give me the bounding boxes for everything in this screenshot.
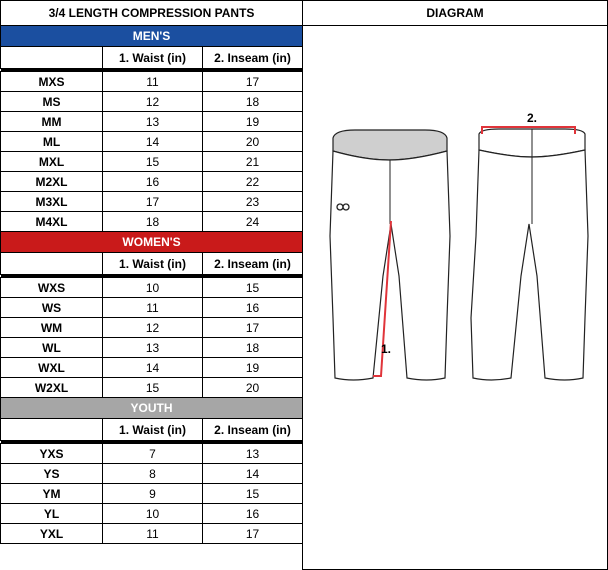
size-cell: MM (1, 112, 103, 132)
waist-cell: 9 (103, 484, 203, 504)
size-cell: YS (1, 464, 103, 484)
table-row (1, 92, 303, 112)
waist-cell: 14 (103, 358, 203, 378)
size-cell: M3XL (1, 192, 103, 212)
waist-cell: 12 (103, 92, 203, 112)
inseam-cell: 24 (203, 212, 303, 232)
waist-cell: 10 (103, 278, 203, 298)
table-row (1, 358, 303, 378)
diagram-panel (302, 0, 608, 570)
inseam-cell: 15 (203, 484, 303, 504)
waist-cell: 15 (103, 378, 203, 398)
waist-cell: 11 (103, 524, 203, 544)
waist-cell: 12 (103, 318, 203, 338)
size-cell: MXS (1, 72, 103, 92)
size-cell: M2XL (1, 172, 103, 192)
inseam-cell: 17 (203, 524, 303, 544)
table-row (1, 444, 303, 464)
pants-diagram (303, 26, 607, 569)
inseam-cell: 20 (203, 132, 303, 152)
table-row (1, 152, 303, 172)
youth-section-header (1, 398, 303, 419)
size-cell: WXL (1, 358, 103, 378)
size-cell: WM (1, 318, 103, 338)
size-cell: W2XL (1, 378, 103, 398)
inseam-cell: 16 (203, 298, 303, 318)
table-row (1, 172, 303, 192)
inseam-cell: 15 (203, 278, 303, 298)
waist-cell: 8 (103, 464, 203, 484)
size-cell: WXS (1, 278, 103, 298)
table-row (1, 298, 303, 318)
waist-column-header: 1. Waist (in) (103, 419, 203, 441)
inseam-cell: 17 (203, 318, 303, 338)
pants-back (471, 111, 588, 380)
waist-cell: 15 (103, 152, 203, 172)
size-cell: ML (1, 132, 103, 152)
waist-marker-label: 2. (527, 111, 538, 125)
back-body (471, 150, 588, 380)
size-cell: WS (1, 298, 103, 318)
table-row (1, 464, 303, 484)
waist-cell: 11 (103, 298, 203, 318)
waist-column-header: 1. Waist (in) (103, 253, 203, 275)
inseam-cell: 21 (203, 152, 303, 172)
inseam-cell: 16 (203, 504, 303, 524)
waist-cell: 13 (103, 112, 203, 132)
table-row (1, 278, 303, 298)
inseam-cell: 23 (203, 192, 303, 212)
pants-front (330, 130, 450, 380)
table-row (1, 72, 303, 92)
size-cell: YL (1, 504, 103, 524)
waist-cell: 16 (103, 172, 203, 192)
inseam-cell: 19 (203, 358, 303, 378)
mens-column-header-row (1, 47, 303, 69)
inseam-column-header: 2. Inseam (in) (203, 47, 303, 69)
waist-cell: 7 (103, 444, 203, 464)
size-cell: MS (1, 92, 103, 112)
table-row (1, 378, 303, 398)
table-row (1, 192, 303, 212)
size-column-header (1, 419, 103, 441)
table-row (1, 504, 303, 524)
table-row (1, 318, 303, 338)
size-cell: YM (1, 484, 103, 504)
size-cell: MXL (1, 152, 103, 172)
waist-cell: 18 (103, 212, 203, 232)
inseam-column-header: 2. Inseam (in) (203, 253, 303, 275)
womens-column-header-row (1, 253, 303, 275)
table-row (1, 524, 303, 544)
womens-section-header (1, 232, 303, 253)
waist-cell: 13 (103, 338, 203, 358)
mens-section-header (1, 26, 303, 47)
size-cell: M4XL (1, 212, 103, 232)
inseam-cell: 18 (203, 92, 303, 112)
chart-title: 3/4 LENGTH COMPRESSION PANTS (1, 1, 303, 26)
inseam-cell: 20 (203, 378, 303, 398)
inseam-cell: 19 (203, 112, 303, 132)
size-cell: YXL (1, 524, 103, 544)
waist-cell: 14 (103, 132, 203, 152)
waist-cell: 10 (103, 504, 203, 524)
waist-cell: 17 (103, 192, 203, 212)
table-row (1, 484, 303, 504)
table-row (1, 132, 303, 152)
youth-section-label: YOUTH (1, 398, 303, 419)
table-row (1, 112, 303, 132)
mens-section-label: MEN'S (1, 26, 303, 47)
inseam-marker-label: 1. (381, 342, 392, 356)
inseam-cell: 17 (203, 72, 303, 92)
womens-section-label: WOMEN'S (1, 232, 303, 253)
waist-column-header: 1. Waist (in) (103, 47, 203, 69)
diagram-title: DIAGRAM (303, 1, 607, 26)
waist-cell: 11 (103, 72, 203, 92)
youth-column-header-row (1, 419, 303, 441)
size-cell: YXS (1, 444, 103, 464)
size-table (0, 0, 303, 544)
size-cell: WL (1, 338, 103, 358)
inseam-cell: 22 (203, 172, 303, 192)
inseam-cell: 14 (203, 464, 303, 484)
table-row (1, 212, 303, 232)
inseam-column-header: 2. Inseam (in) (203, 419, 303, 441)
size-column-header (1, 253, 103, 275)
inseam-cell: 13 (203, 444, 303, 464)
table-row (1, 338, 303, 358)
inseam-cell: 18 (203, 338, 303, 358)
size-column-header (1, 47, 103, 69)
